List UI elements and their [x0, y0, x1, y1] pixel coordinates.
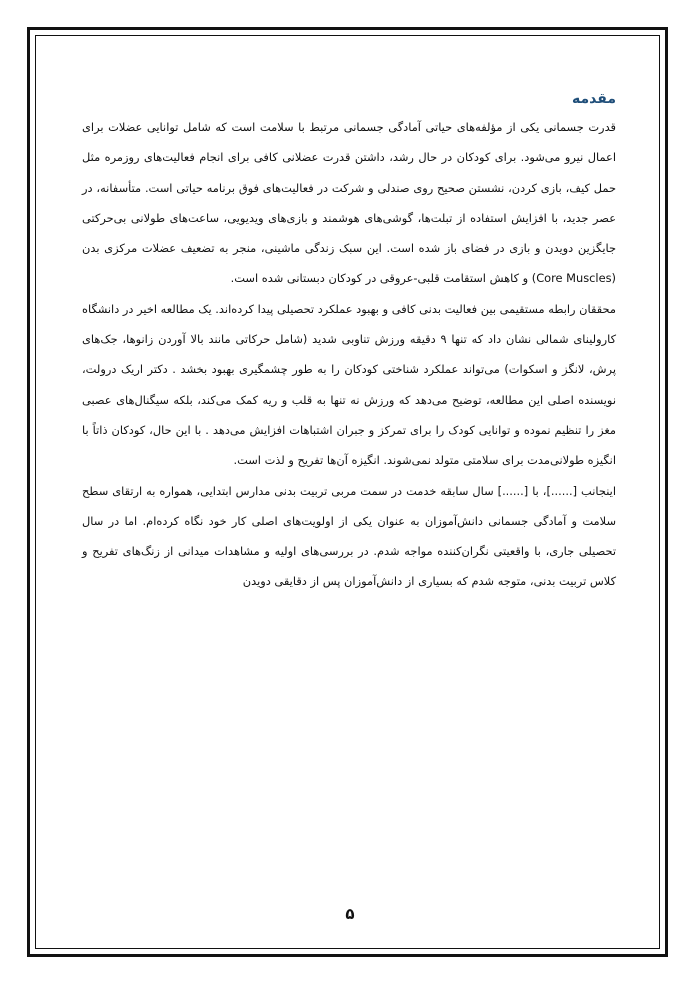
paragraph-author: اینجانب [......]، با [......] سال سابقه خدمت در سمت مربی تربیت بدنی مدارس ابتدایی، همواره به ارتقای سطح سلامت و آمادگی جسمانی دانش‌آموزان به عنوان یکی از اولویت‌های اصلی کار خود نگاه کرده‌ام. اما در سال تحصیلی جاری، با واقعیتی نگران‌کننده مواجه شدم. در بررسی‌های اولیه و مشاهدات میدانی از زنگ‌های تفریح و کلاس تربیت بدنی، متوجه شدم که بسیاری از دانش‌آموزان پس از دقایقی دویدن — [82, 483, 616, 589]
paragraph-intro: قدرت جسمانی یکی از مؤلفه‌های حیاتی آمادگی جسمانی مرتبط با سلامت است که شامل توانایی عضلات برای اعمال نیرو می‌شود. برای کودکان در حال رشد، داشتن قدرت عضلانی کافی برای انجام فعالیت‌های روزمره مثل حمل کیف، بازی کردن، نشستن صحیح روی صندلی و شرکت در فعالیت‌های فوق برنامه حیاتی است. متأسفانه، در عصر جدید، با افزایش استفاده از تبلت‌ها، گوشی‌های هوشمند و بازی‌های ویدیویی، ساعت‌های طولانی بی‌حرکتی جایگزین دویدن و بازی در فضای باز شده است. این سبک زندگی ماشینی، منجر به تضعیف عضلات مرکزی بدن (Core Muscles) و کاهش استقامت قلبی-عروقی در کودکان دبستانی شده است. — [82, 120, 616, 286]
page-number: ۵ — [345, 905, 355, 923]
document-body — [82, 88, 616, 597]
section-heading: مقدمه — [572, 91, 616, 107]
paragraph-research: محققان رابطه مستقیمی بین فعالیت بدنی کافی و بهبود عملکرد تحصیلی پیدا کرده‌اند. یک مطالعه اخیر در دانشگاه کارولینای شمالی نشان داد که تنها ۹ دقیقه ورزش تناوبی شدید (شامل حرکاتی مانند بالا آوردن زانوها، جک‌های پرش، لانگز و اسکوات) می‌تواند عملکرد شناختی کودکان را به طور چشمگیری بهبود بخشد . دکتر اریک درولت، نویسنده اصلی این مطالعه، توضیح می‌دهد که ورزش نه تنها به قلب و ریه کمک می‌کند، بلکه سیگنال‌های عصبی مغز را تنظیم نموده و توانایی کودک را برای تمرکز و جبران اشتباهات افزایش می‌دهد . با این حال، کودکان ذاتاً با انگیزه طولانی‌مدت برای سلامتی متولد نمی‌شوند. انگیزه آن‌ها تفریح و لذت است. — [82, 301, 616, 468]
